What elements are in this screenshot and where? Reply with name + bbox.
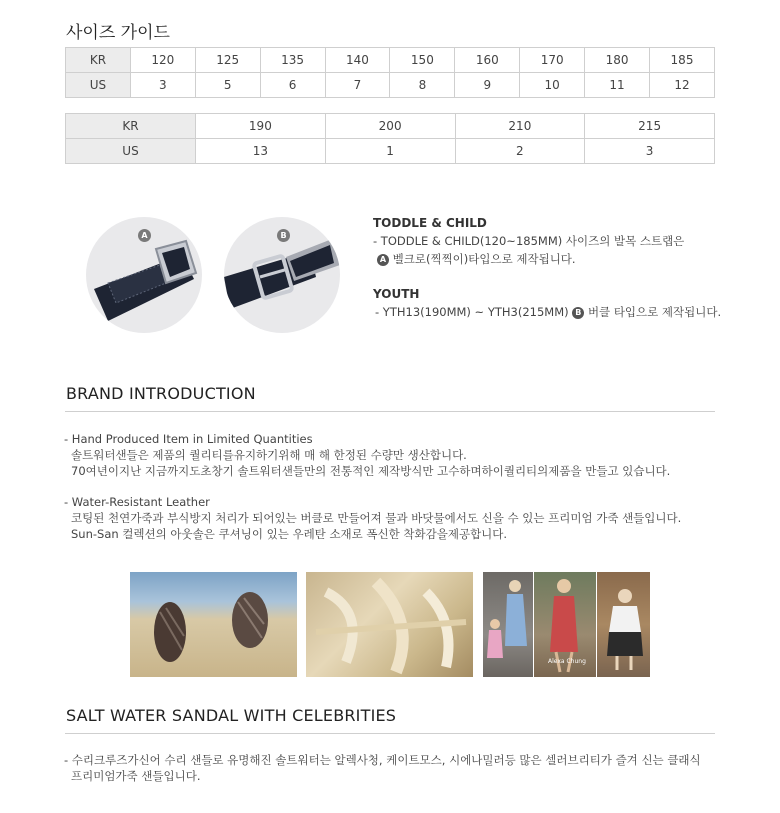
table-row (66, 48, 715, 73)
youth-info (373, 285, 721, 321)
photo-sandals-water (130, 572, 297, 677)
toddle-line2: 벨크로(찍찍이)타입으로 제작됩니다. (392, 252, 576, 266)
badge-a: A (138, 229, 151, 242)
size-table-youth (65, 113, 715, 164)
divider (65, 733, 715, 734)
size-table-kids (65, 47, 715, 98)
table-cell: 190 (196, 114, 326, 139)
table-cell: 215 (585, 114, 715, 139)
badge-a-inline: A (377, 254, 389, 266)
table-cell: 8 (390, 73, 455, 98)
brand-item-2-head: - Water-Resistant Leather (64, 495, 210, 509)
badge-b-inline: B (572, 307, 584, 319)
brand-intro-title: BRAND INTRODUCTION (66, 384, 256, 403)
photo-celebrity-2 (534, 572, 596, 677)
table-cell: 3 (130, 73, 195, 98)
photo-celebrity-3 (597, 572, 650, 677)
table-header-cell: US (66, 73, 131, 98)
table-cell: 12 (650, 73, 715, 98)
youth-line1: - YTH13(190MM) ~ YTH3(215MM) (375, 305, 569, 319)
toddle-info (373, 214, 684, 268)
toddle-line1: - TODDLE & CHILD(120~185MM) 사이즈의 발목 스트랩은 (373, 234, 685, 248)
photo-sandals-closeup (306, 572, 473, 677)
table-cell: 6 (260, 73, 325, 98)
brand-item-2-line1: 코팅된 천연가죽과 부식방지 처리가 되어있는 버클로 만들어져 물과 바닷물에서도 신을 수 있는 프리미엄 가죽 샌들입니다. (71, 511, 682, 525)
table-cell: 140 (325, 48, 390, 73)
table-cell: 10 (520, 73, 585, 98)
table-cell: 200 (325, 114, 455, 139)
table-cell: 180 (585, 48, 650, 73)
brand-item-1-head: - Hand Produced Item in Limited Quantities (64, 432, 313, 446)
table-cell: 7 (325, 73, 390, 98)
brand-item-2 (64, 494, 681, 542)
table-cell: 13 (196, 139, 326, 164)
table-cell: 120 (130, 48, 195, 73)
photo-caption: Alexa Chung (548, 658, 586, 665)
table-cell: 150 (390, 48, 455, 73)
youth-line2: 버클 타입으로 제작됩니다. (587, 305, 722, 319)
celebrities-line1: - 수리크루즈가신어 수리 샌들로 유명해진 솔트워터는 알렉사청, 케이트모스, 시에나밀러등 많은 셀러브리티가 즐겨 신는 클래식 (64, 753, 701, 767)
toddle-line2-wrap (373, 250, 684, 268)
brand-item-1-line1: 솔트워터샌들은 제품의 퀄리티를유지하기위해 매 해 한정된 수량만 생산합니다. (71, 448, 467, 462)
table-row (66, 73, 715, 98)
brand-item-2-line2: Sun-San 컬렉션의 아웃솔은 쿠셔닝이 있는 우레탄 소재로 폭신한 착화감을제공합니다. (71, 527, 508, 541)
toddle-heading: TODDLE & CHILD (373, 216, 487, 230)
table-row (66, 139, 715, 164)
brand-item-1-line2: 70여년이지난 지금까지도초창기 솔트워터샌들만의 전통적인 제작방식만 고수하며하이퀄리티의제품을 만들고 있습니다. (71, 464, 671, 478)
table-cell: 170 (520, 48, 585, 73)
table-cell: 210 (455, 114, 585, 139)
table-cell: 185 (650, 48, 715, 73)
table-cell: 3 (585, 139, 715, 164)
size-guide-title: 사이즈 가이드 (66, 23, 170, 43)
table-cell: 160 (455, 48, 520, 73)
table-cell: 5 (195, 73, 260, 98)
table-row (66, 114, 715, 139)
divider (65, 411, 715, 412)
table-cell: 125 (195, 48, 260, 73)
brand-item-1 (64, 431, 670, 479)
table-header-cell: KR (66, 114, 196, 139)
celebrities-title: SALT WATER SANDAL WITH CELEBRITIES (66, 706, 397, 725)
youth-line-wrap (373, 303, 721, 321)
youth-heading: YOUTH (373, 287, 420, 301)
table-header-cell: KR (66, 48, 131, 73)
table-header-cell: US (66, 139, 196, 164)
badge-b: B (277, 229, 290, 242)
table-cell: 9 (455, 73, 520, 98)
celebrities-line2: 프리미엄가죽 샌들입니다. (71, 769, 201, 783)
photo-celebrity-1 (483, 572, 533, 677)
table-cell: 2 (455, 139, 585, 164)
table-cell: 11 (585, 73, 650, 98)
celebrities-text (64, 752, 701, 784)
table-cell: 135 (260, 48, 325, 73)
table-cell: 1 (325, 139, 455, 164)
